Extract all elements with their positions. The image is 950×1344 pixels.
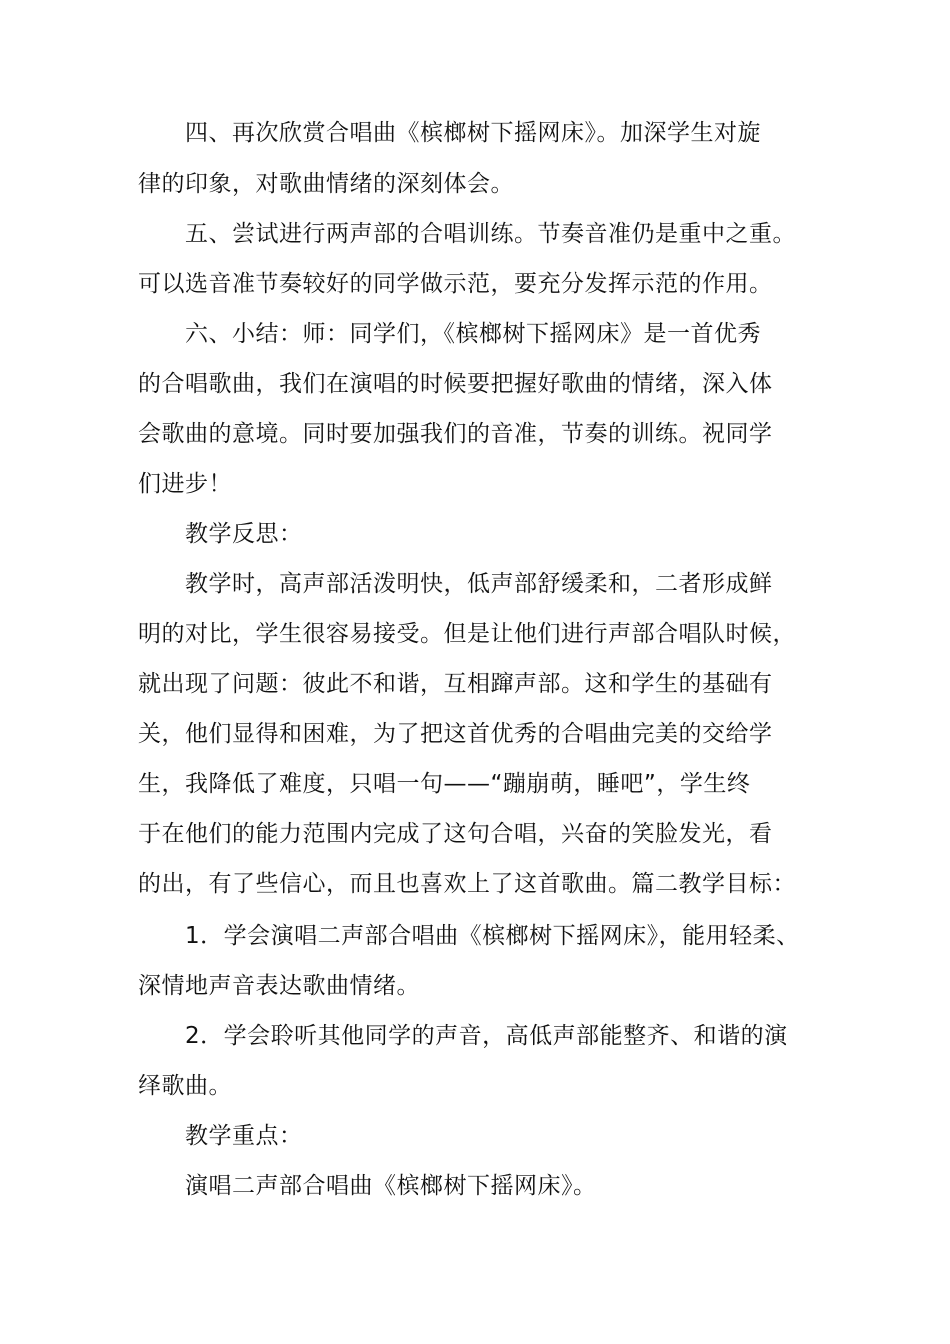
objective-2-line-2: 绎歌曲。 — [138, 1073, 232, 1099]
paragraph-6-line-4: 们进步！ — [138, 471, 232, 497]
reflection-line-1: 教学时，高声部活泼明快，低声部舒缓柔和，二者形成鲜 — [185, 571, 773, 597]
paragraph-4-line-2: 律的印象，对歌曲情绪的深刻体会。 — [138, 171, 514, 197]
paragraph-6-line-2: 的合唱歌曲，我们在演唱的时候要把握好歌曲的情绪，深入体 — [138, 371, 773, 397]
paragraph-6-line-3: 会歌曲的意境。同时要加强我们的音准，节奏的训练。祝同学 — [138, 421, 773, 447]
reflection-line-6: 于在他们的能力范围内完成了这句合唱，兴奋的笑脸发光，看 — [138, 821, 773, 847]
objective-1-line-2: 深情地声音表达歌曲情绪。 — [138, 973, 420, 999]
reflection-line-3: 就出现了问题：彼此不和谐，互相蹿声部。这和学生的基础有 — [138, 671, 773, 697]
reflection-line-7: 的出，有了些信心，而且也喜欢上了这首歌曲。篇二教学目标： — [138, 871, 796, 897]
reflection-line-2: 明的对比，学生很容易接受。但是让他们进行声部合唱队时候， — [138, 621, 796, 647]
paragraph-6-line-1: 六、小结：师：同学们，《槟榔树下摇网床》是一首优秀 — [185, 321, 761, 347]
paragraph-4-line-1: 四、再次欣赏合唱曲《槟榔树下摇网床》。加深学生对旋 — [185, 120, 761, 146]
section-heading-key-points: 教学重点： — [185, 1123, 303, 1149]
objective-2-line-1: 2．学会聆听其他同学的声音，高低声部能整齐、和谐的演 — [185, 1023, 788, 1049]
section-heading-reflection: 教学反思： — [185, 521, 303, 547]
paragraph-5-line-1: 五、尝试进行两声部的合唱训练。节奏音准仍是重中之重。 — [185, 221, 796, 247]
paragraph-5-line-2: 可以选音准节奏较好的同学做示范，要充分发挥示范的作用。 — [138, 271, 773, 297]
key-points-line-1: 演唱二声部合唱曲《槟榔树下摇网床》。 — [185, 1173, 597, 1199]
objective-1-line-1: 1．学会演唱二声部合唱曲《槟榔树下摇网床》，能用轻柔、 — [185, 923, 800, 949]
reflection-line-5: 生，我降低了难度，只唱一句——“蹦崩萌，睡吧”，学生终 — [138, 771, 751, 797]
reflection-line-4: 关，他们显得和困难，为了把这首优秀的合唱曲完美的交给学 — [138, 721, 773, 747]
